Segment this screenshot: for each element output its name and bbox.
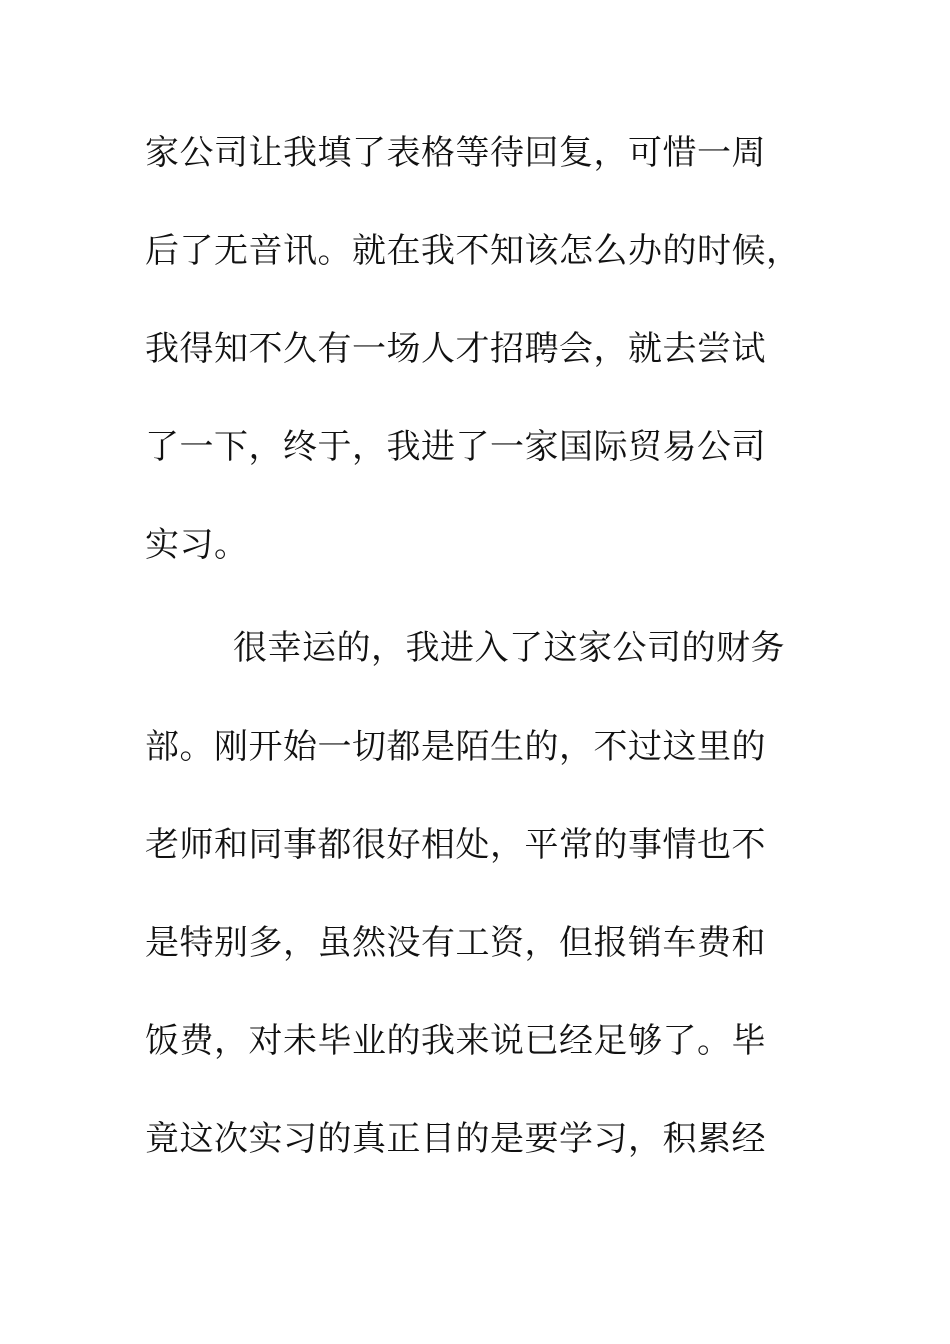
text-line: 饭费，对未毕业的我来说已经足够了。毕 bbox=[145, 1021, 766, 1061]
text-line: 老师和同事都很好相处，平常的事情也不 bbox=[145, 825, 766, 865]
text-line: 家公司让我填了表格等待回复，可惜一周 bbox=[145, 133, 766, 173]
text-line: 实习。 bbox=[145, 525, 249, 565]
text-line: 竟这次实习的真正目的是要学习，积累经 bbox=[145, 1119, 766, 1159]
text-line: 我得知不久有一场人才招聘会，就去尝试 bbox=[145, 329, 766, 369]
text-line: 是特别多，虽然没有工资，但报销车费和 bbox=[145, 923, 766, 963]
text-line: 后了无音讯。就在我不知该怎么办的时候， bbox=[145, 231, 801, 271]
text-line: 了一下，终于，我进了一家国际贸易公司 bbox=[145, 427, 766, 467]
paragraph-start-line: 很幸运的，我进入了这家公司的财务 bbox=[233, 628, 785, 668]
text-line: 部。刚开始一切都是陌生的，不过这里的 bbox=[145, 727, 766, 767]
